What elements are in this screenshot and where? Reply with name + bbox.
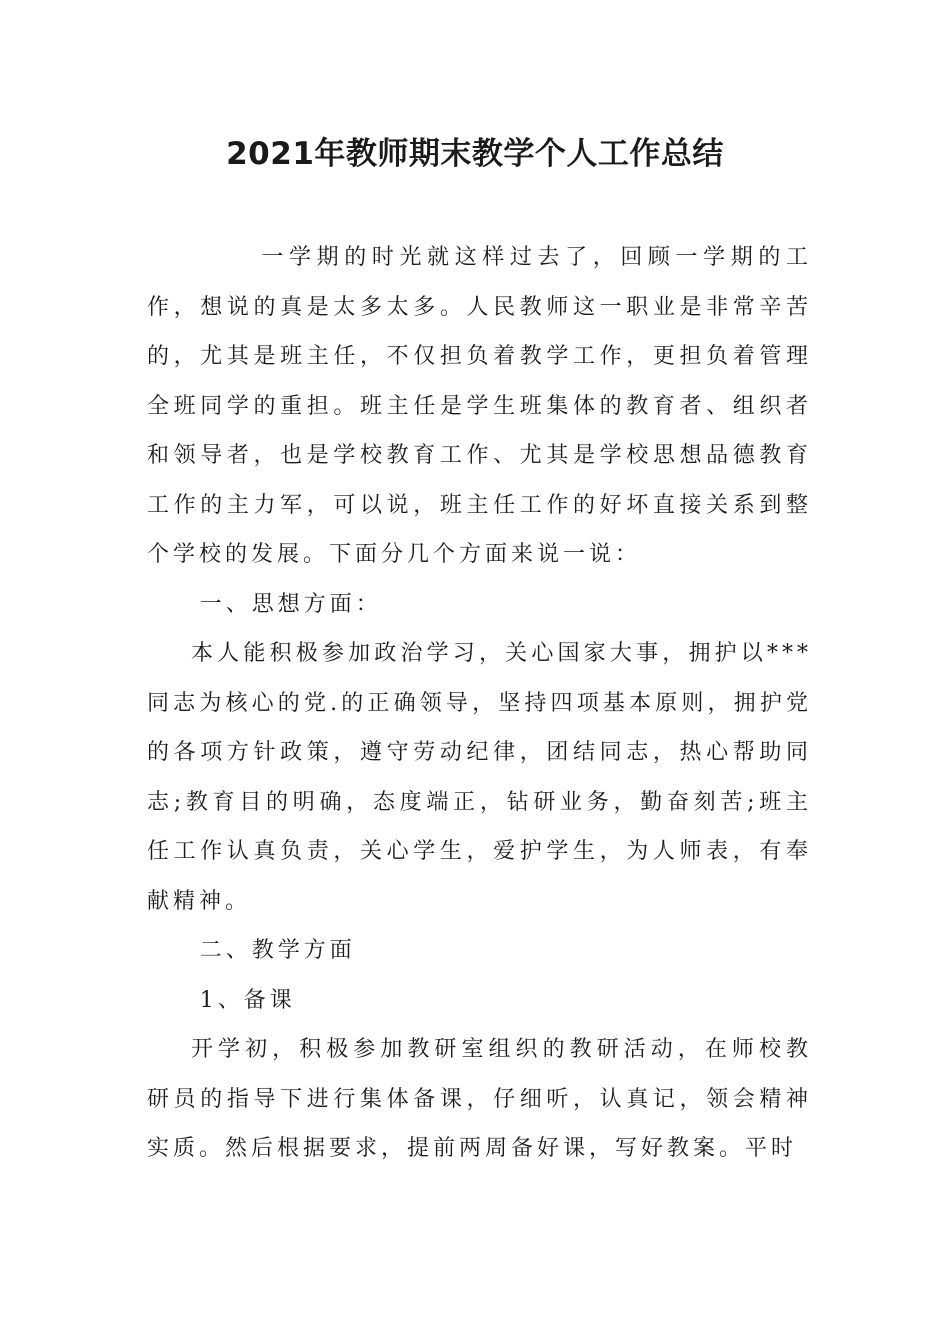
subsection-heading-lesson-prep: 1、备课 [199,987,296,1013]
section-heading-teaching: 二、教学方面 [199,938,356,963]
document-title: 2021年教师期末教学个人工作总结 [226,136,724,172]
intro-paragraph: 一学期的时光就这样过去了，回顾一学期的工作，想说的真是太多太多。人民教师这一职业是非常辛苦的，尤其是班主任，不仅担负着教学工作，更担负着管理全班同学的重担。班主任是学生班集体的教育者、组织者和领导者，也是学校教育工作、尤其是学校思想品德教育工作的主力军，可以说，班主任工作的好坏直接关系到整个学校的发展。下面分几个方面来说一说： [147,245,812,567]
document-body [147,233,812,1174]
lesson-prep-paragraph: 开学初，积极参加教研室组织的教研活动，在师校教研员的指导下进行集体备课，仔细听，认真记，领会精神实质。然后根据要求，提前两周备好课，写好教案。平时 [147,1037,812,1161]
thought-paragraph: 本人能积极参加政治学习，关心国家大事，拥护以***同志为核心的党.的正确领导，坚持四项基本原则，拥护党的各项方针政策，遵守劳动纪律，团结同志，热心帮助同志;教育目的明确，态度端正，钻研业务，勤奋刻苦;班主任工作认真负责，关心学生，爱护学生，为人师表，有奉献精神。 [147,641,812,914]
section-heading-thought: 一、思想方面： [199,591,382,617]
